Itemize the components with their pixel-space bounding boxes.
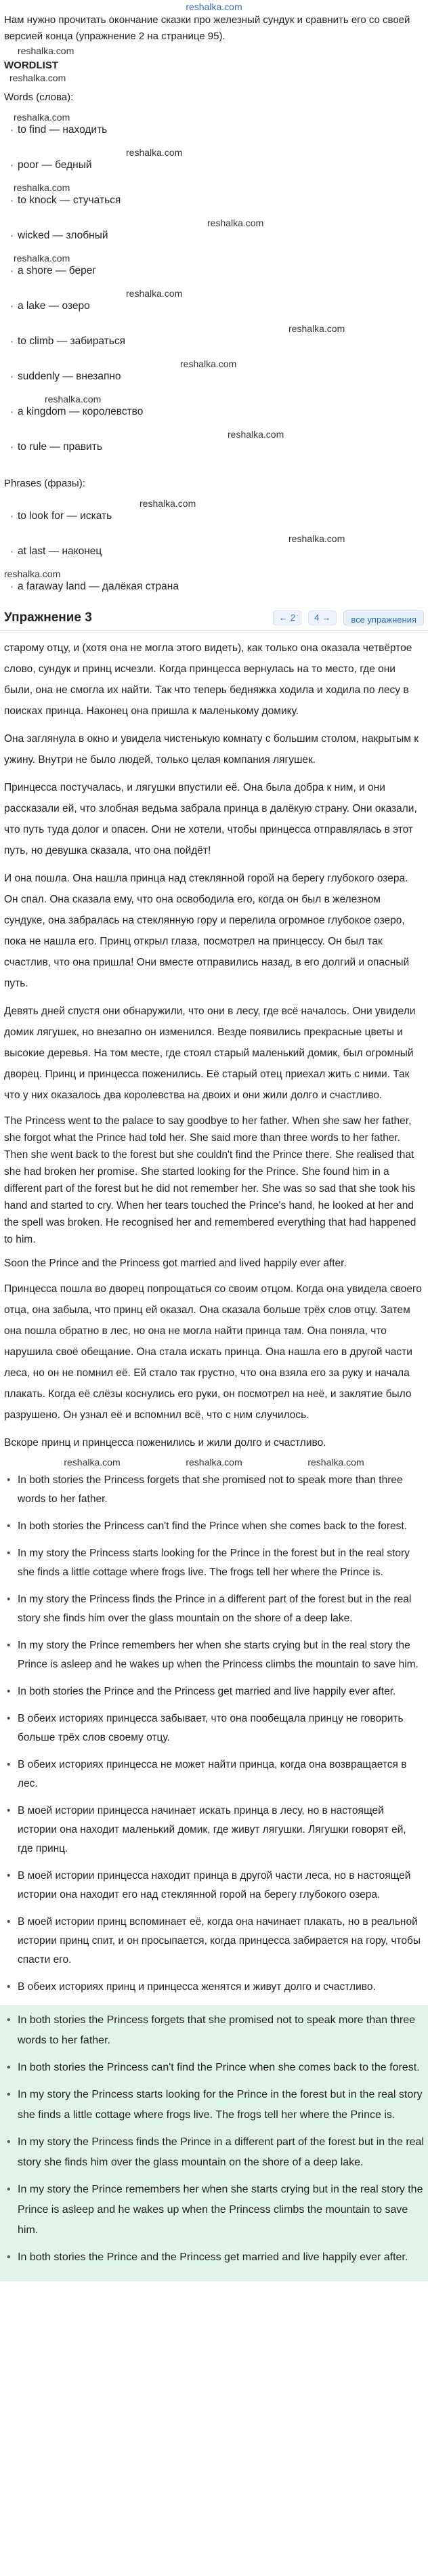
word-item — [4, 323, 424, 348]
phrases-heading: Phrases (фразы): — [4, 478, 85, 489]
watermark: · reshalka.com — [14, 112, 70, 123]
answer-item: • In my story the Princess starts looking for the Prince in the forest but in the real story she finds a little cottage where frogs live. The frogs tell her where the Prince is. — [4, 1544, 424, 1582]
wordlist-heading: WORDLIST — [4, 60, 58, 71]
next-exercise-button[interactable] — [308, 610, 337, 625]
paragraph: Вскоре принц и принцесса поженились и жили долго и счастливо. — [4, 1437, 326, 1449]
watermark: · reshalka.com — [180, 358, 237, 369]
watermark: · reshalka.com — [14, 253, 70, 264]
watermark-row — [4, 1456, 424, 1468]
russian-story-text — [4, 638, 424, 1106]
prev-exercise-label: 2 — [290, 612, 296, 623]
answer-item: • In my story the Prince remembers her when she starts crying but in the real story the Prince is asleep and he wakes up when the Princess climbs the mountain to save him. — [4, 1636, 424, 1674]
word-text: to knock — стучаться — [18, 194, 121, 206]
word-text: a kingdom — королевство — [18, 406, 144, 417]
phrase-text: at last — наконец — [18, 545, 102, 557]
exercise-header — [0, 606, 428, 631]
watermark: · reshalka.com — [288, 323, 345, 334]
words-heading: Words (слова): — [4, 91, 74, 103]
word-text: suddenly — внезапно — [18, 371, 121, 382]
word-text: a shore — берег — [18, 265, 97, 276]
english-answers-list — [4, 1471, 424, 1701]
paragraph: Девять дней спустя они обнаружили, что они в лесу, где всё началось. Они увидели домик лягушек, но внезапно он изменился. Везде появились прекрасные цветы и высокие деревья. На том месте, где стоял старый маленький домик, был огромный дворец. Принц и принцесса поженились. Её старый отец приехал жить с ними. Так что у них оказалось два королевства на двоих и они жили долго и счастливо. — [4, 1005, 416, 1101]
answer-item: • In both stories the Princess forgets that she promised not to speak more than three words to her father. — [4, 1471, 424, 1509]
answer-item: • В моей истории принц вспоминает её, когда она начинает плакать, но в реальной истории принц спит, и он просыпается, когда принцесса забирается на гору, чтобы спасти его. — [4, 1913, 424, 1970]
answer-item: • In my story the Prince remembers her when she starts crying but in the real story the Prince is asleep and he wakes up when the Princess climbs the mountain to save him. — [4, 2180, 424, 2241]
paragraph: Soon the Prince and the Princess got married and lived happily ever after. — [4, 1258, 347, 1269]
word-item — [4, 147, 424, 172]
paragraph: The Princess went to the palace to say goodbye to her father. When she saw her father, she forgot what the Prince had told her. She said more than three words to her father. Then she went back to the forest but she couldn't find the Prince there. She realised that she had broken her promise. She started looking for the Prince. She found him in a different part of the forest but he did not remember her. She was so sad that she took his hand and started to cry. When her tears touched the Prince's hand, he looked at her and the spell was broken. He recognised her and remembered everything that had happened to him. — [4, 1115, 416, 1245]
russian-translation-text — [4, 1279, 424, 1453]
prev-exercise-button[interactable] — [273, 610, 301, 625]
watermark: · reshalka.com — [140, 498, 196, 509]
phrase-text: a faraway land — далёкая страна — [18, 581, 179, 592]
answer-item: • В обеих историях принцесса забывает, что она пообещала принцу не говорить больше трёх слов своему отцу. — [4, 1709, 424, 1747]
phrase-item — [4, 498, 424, 523]
answer-item: • In both stories the Princess can't find the Prince when she comes back to the forest. — [4, 2058, 424, 2078]
word-text: to climb — забираться — [18, 335, 125, 347]
phrase-item — [4, 568, 424, 594]
exercise-nav — [273, 610, 424, 625]
watermark: · reshalka.com — [288, 533, 345, 544]
word-item — [4, 394, 424, 419]
site-link[interactable]: reshalka.com — [186, 1, 242, 12]
answer-item: • In both stories the Prince and the Princess get married and live happily ever after. — [4, 2247, 424, 2268]
phrases-list — [4, 498, 424, 594]
watermark: · reshalka.com — [45, 394, 102, 404]
paragraph: Она заглянула в окно и увидела чистенькую комнату с большим столом, накрытым к ужину. Внутри не было людей, только целая компания лягушек. — [4, 733, 419, 766]
all-exercises-button[interactable]: все упражнения — [343, 610, 424, 625]
answer-item: • In my story the Princess finds the Prince in a different part of the forest but in the real story she finds him over the glass mountain on the shore of a deep lake. — [4, 2132, 424, 2173]
word-item — [4, 182, 424, 207]
paragraph: старому отцу, и (хотя она не могла этого видеть), как только она оказала четвёртое слово, сундук и принц исчезли. Когда принцесса вернулась на то место, где они были, она не смогла их найти. Так что теперь бедняжка ходила и ходила по лесу в поисках принца. Наконец она пришла к маленькому домику. — [4, 642, 412, 717]
task-text: Нам нужно прочитать окончание сказки про железный сундук и сравнить его со своей версией конца (упражнение 2 на странице 95). — [4, 14, 410, 42]
watermark: · reshalka.com — [14, 182, 70, 193]
watermark: reshalka.com — [64, 1457, 121, 1468]
watermark: · reshalka.com — [207, 217, 264, 228]
word-text: to find — находить — [18, 124, 108, 136]
answer-item: • In both stories the Prince and the Princess get married and live happily ever after. — [4, 1682, 424, 1701]
english-story-text — [4, 1113, 424, 1272]
exercise-title: Упражнение 3 — [4, 610, 92, 625]
highlighted-answers-list — [0, 2005, 428, 2281]
paragraph: Принцесса постучалась, и лягушки впустили её. Она была добра к ним, и они рассказали ей, что злобная ведьма забрала принца в далёкую страну. Они оказали, что путь туда долог и опасен. Они не хотели, чтобы принцесса отправлялась в этот путь, но девушка сказала, что она пойдёт! — [4, 782, 417, 856]
answer-item: • In my story the Princess finds the Prince in a different part of the forest but in the real story she finds him over the glass mountain on the shore of a deep lake. — [4, 1590, 424, 1628]
word-item — [4, 358, 424, 383]
answer-item: • В моей истории принцесса начинает искать принца в лесу, но в настоящей истории она находит маленький домик, где живут лягушки. Лягушки говорят ей, где принц. — [4, 1802, 424, 1858]
word-item — [4, 112, 424, 137]
arrow-left-icon: ← — [278, 612, 288, 623]
phrase-text: to look for — искать — [18, 510, 112, 522]
russian-answers-list — [4, 1709, 424, 1997]
watermark: · reshalka.com — [4, 568, 61, 579]
words-list — [4, 112, 424, 454]
watermark: reshalka.com — [18, 45, 74, 56]
watermark: · reshalka.com — [228, 429, 284, 440]
answer-item: • In my story the Princess starts looking for the Prince in the forest but in the real story she finds a little cottage where frogs live. The frogs tell her where the Prince is. — [4, 2085, 424, 2125]
phrase-item — [4, 533, 424, 558]
word-text: to rule — править — [18, 441, 102, 453]
next-exercise-label: 4 — [314, 612, 320, 623]
answer-item: • В обеих историях принцесса не может найти принца, когда она возвращается в лес. — [4, 1756, 424, 1793]
answer-item: • В моей истории принцесса находит принца в другой части леса, но в настоящей истории она находит его над стеклянной горой на берегу глубокого озера. — [4, 1867, 424, 1905]
word-text: poor — бедный — [18, 159, 92, 171]
paragraph: Принцесса пошла во дворец попрощаться со своим отцом. Когда она увидела своего отца, она забыла, что принц ей оказал. Она сказала больше трёх слов отцу. Затем она пошла обратно в лес, но она не могла найти принца там. Она поняла, что нарушила своё обещание. Она стала искать принца. Она нашла его в другой части леса, но он не помнил её. Ей стало так грустно, что она взяла его за руку и начала плакать. Когда её слёзы коснулись его руки, он посмотрел на неё, и заклятие было разрушено. Он узнал её и вспомнил всё, что с ним случилось. — [4, 1283, 422, 1421]
arrow-right-icon: → — [322, 612, 331, 623]
watermark: · reshalka.com — [126, 288, 183, 299]
word-text: wicked — злобный — [18, 230, 108, 241]
word-item — [4, 253, 424, 278]
word-item — [4, 288, 424, 313]
answer-item: • In both stories the Princess forgets that she promised not to speak more than three words to her father. — [4, 2010, 424, 2051]
answer-item: • In both stories the Princess can't find the Prince when she comes back to the forest. — [4, 1517, 424, 1536]
watermark: reshalka.com — [307, 1457, 364, 1468]
answer-item: • В обеих историях принц и принцесса женятся и живут долго и счастливо. — [4, 1978, 424, 1997]
paragraph: И она пошла. Она нашла принца над стеклянной горой на берегу глубокого озера. Он спал. Она сказала ему, что она освободила его, когда он был в железном сундуке, она забралась на стеклянную гору и перелила огромное глубокое озеро, пока не нашла его. Принц открыл глаза, посмотрел на принцессу. Он был так счастлив, что она пришла! Они вместе отправились назад, в его долгий и опасный путь. — [4, 873, 410, 989]
word-text: a lake — озеро — [18, 300, 90, 312]
word-item — [4, 429, 424, 454]
watermark: · reshalka.com — [126, 147, 183, 158]
word-item — [4, 217, 424, 243]
watermark: reshalka.com — [186, 1457, 242, 1468]
watermark: reshalka.com — [9, 72, 66, 83]
